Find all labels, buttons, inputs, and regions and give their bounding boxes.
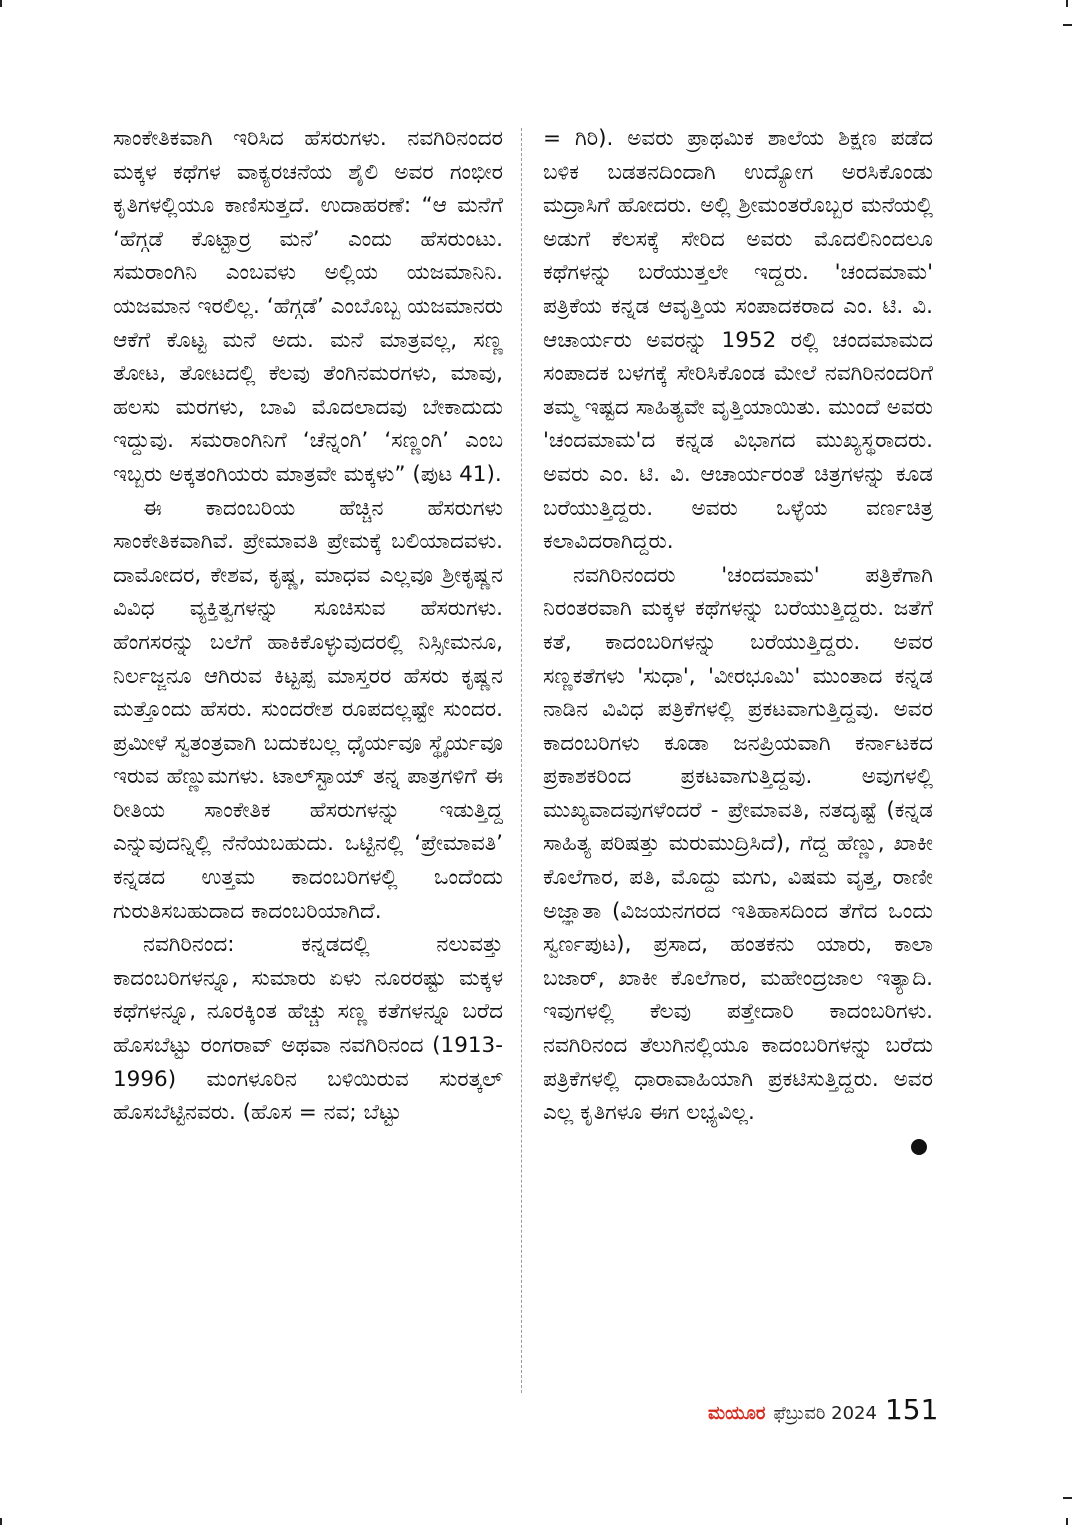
article-column-right	[543, 122, 933, 1155]
paragraph: ನವಗಿರಿನಂದರು 'ಚಂದಮಾಮ' ಪತ್ರಿಕೆಗಾಗಿ ನಿರಂತರವಾಗಿ ಮಕ್ಕಳ ಕಥೆಗಳನ್ನು ಬರೆಯುತ್ತಿದ್ದರು. ಜತೆಗೆ ಕತೆ, ಕಾದಂಬರಿಗಳನ್ನು ಬರೆಯುತ್ತಿದ್ದರು. ಅವರ ಸಣ್ಣಕತೆಗಳು 'ಸುಧಾ', 'ವೀರಭೂಮಿ' ಮುಂತಾದ ಕನ್ನಡ ನಾಡಿನ ವಿವಿಧ ಪತ್ರಿಕೆಗಳಲ್ಲಿ ಪ್ರಕಟವಾಗುತ್ತಿದ್ದವು. ಅವರ ಕಾದಂಬರಿಗಳು ಕೂಡಾ ಜನಪ್ರಿಯವಾಗಿ ಕರ್ನಾಟಕದ ಪ್ರಕಾಶಕರಿಂದ ಪ್ರಕಟವಾಗುತ್ತಿದ್ದವು. ಅವುಗಳಲ್ಲಿ ಮುಖ್ಯವಾದವುಗಳೆಂದರೆ - ಪ್ರೇಮಾವತಿ, ನತದೃಷ್ಟೆ (ಕನ್ನಡ ಸಾಹಿತ್ಯ ಪರಿಷತ್ತು ಮರುಮುದ್ರಿಸಿದೆ), ಗೆದ್ದ ಹೆಣ್ಣು, ಖಾಕೀ ಕೊಲೆಗಾರ, ಪತಿ, ಮೊದ್ದು ಮಗು, ವಿಷಮ ವೃತ್ತ, ರಾಣೀ ಅಜ್ಞಾತಾ (ವಿಜಯನಗರದ ಇತಿಹಾಸದಿಂದ ತೆಗೆದ ಒಂದು ಸ್ವರ್ಣಪುಟ), ಪ್ರಸಾದ, ಹಂತಕನು ಯಾರು, ಕಾಲಾ ಬಜಾರ್, ಖಾಕೀ ಕೊಲೆಗಾರ, ಮಹೇಂದ್ರಜಾಲ ಇತ್ಯಾದಿ. ಇವುಗಳಲ್ಲಿ ಕೆಲವು ಪತ್ತೇದಾರಿ ಕಾದಂಬರಿಗಳು. ನವಗಿರಿನಂದ ತೆಲುಗಿನಲ್ಲಿಯೂ ಕಾದಂಬರಿಗಳನ್ನು ಬರೆದು ಪತ್ರಿಕೆಗಳಲ್ಲಿ ಧಾರಾವಾಹಿಯಾಗಿ ಪ್ರಕಟಿಸುತ್ತಿದ್ದರು. ಅವರ ಎಲ್ಲ ಕೃತಿಗಳೂ ಈಗ ಲಭ್ಯವಿಲ್ಲ.	[543, 562, 933, 1126]
crop-mark-bottom-left	[0, 1518, 2, 1525]
paragraph: ಸಾಂಕೇತಿಕವಾಗಿ ಇರಿಸಿದ ಹೆಸರುಗಳು. ನವಗಿರಿನಂದರ ಮಕ್ಕಳ ಕಥೆಗಳ ವಾಕ್ಯರಚನೆಯ ಶೈಲಿ ಅವರ ಗಂಭೀರ ಕೃತಿಗಳಲ್ಲಿಯೂ ಕಾಣಿಸುತ್ತದೆ. ಉದಾಹರಣೆ: “ಆ ಮನೆಗೆ ‘ಹೆಗ್ಗಡೆ ಕೊಟ್ಟಾರ್ರ ಮನೆ’ ಎಂದು ಹೆಸರುಂಟು. ಸಮರಾಂಗಿನಿ ಎಂಬವಳು ಅಲ್ಲಿಯ ಯಜಮಾನಿನಿ. ಯಜಮಾನ ಇರಲಿಲ್ಲ. ‘ಹೆಗ್ಗಡೆ’ ಎಂಬೊಬ್ಬ ಯಜಮಾನರು ಆಕೆಗೆ ಕೊಟ್ಟ ಮನೆ ಅದು. ಮನೆ ಮಾತ್ರವಲ್ಲ, ಸಣ್ಣ ತೋಟ, ತೋಟದಲ್ಲಿ ಕೆಲವು ತೆಂಗಿನಮರಗಳು, ಮಾವು, ಹಲಸು ಮರಗಳು, ಬಾವಿ ಮೊದಲಾದವು ಬೇಕಾದುದು ಇದ್ದುವು. ಸಮರಾಂಗಿನಿಗೆ ‘ಚೆನ್ನಂಗಿ’ ‘ಸಣ್ಣಂಗಿ’ ಎಂಬ ಇಬ್ಬರು ಅಕ್ಕತಂಗಿಯರು ಮಾತ್ರವೇ ಮಕ್ಕಳು” (ಪುಟ 41).	[113, 126, 503, 487]
magazine-logo: ಮಯೂರ	[708, 1403, 766, 1424]
issue-date: ಫೆಬ್ರುವರಿ 2024	[773, 1403, 877, 1424]
paragraph: = ಗಿರಿ). ಅವರು ಪ್ರಾಥಮಿಕ ಶಾಲೆಯ ಶಿಕ್ಷಣ ಪಡೆದ ಬಳಿಕ ಬಡತನದಿಂದಾಗಿ ಉದ್ಯೋಗ ಅರಸಿಕೊಂಡು ಮದ್ರಾಸಿಗೆ ಹೋದರು. ಅಲ್ಲಿ ಶ್ರೀಮಂತರೊಬ್ಬರ ಮನೆಯಲ್ಲಿ ಅಡುಗೆ ಕೆಲಸಕ್ಕೆ ಸೇರಿದ ಅವರು ಮೊದಲಿನಿಂದಲೂ ಕಥೆಗಳನ್ನು ಬರೆಯುತ್ತಲೇ ಇದ್ದರು. 'ಚಂದಮಾಮ' ಪತ್ರಿಕೆಯ ಕನ್ನಡ ಆವೃತ್ತಿಯ ಸಂಪಾದಕರಾದ ಎಂ. ಟಿ. ವಿ. ಆಚಾರ್ಯರು ಅವರನ್ನು 1952 ರಲ್ಲಿ ಚಂದಮಾಮದ ಸಂಪಾದಕ ಬಳಗಕ್ಕೆ ಸೇರಿಸಿಕೊಂಡ ಮೇಲೆ ನವಗಿರಿನಂದರಿಗೆ ತಮ್ಮ ಇಷ್ಟದ ಸಾಹಿತ್ಯವೇ ವೃತ್ತಿಯಾಯಿತು. ಮುಂದೆ ಅವರು 'ಚಂದಮಾಮ'ದ ಕನ್ನಡ ವಿಭಾಗದ ಮುಖ್ಯಸ್ಥರಾದರು. ಅವರು ಎಂ. ಟಿ. ವಿ. ಆಚಾರ್ಯರಂತೆ ಚಿತ್ರಗಳನ್ನು ಕೂಡ ಬರೆಯುತ್ತಿದ್ದರು. ಅವರು ಒಳ್ಳೆಯ ವರ್ಣಚಿತ್ರ ಕಲಾವಿದರಾಗಿದ್ದರು.	[543, 126, 933, 555]
crop-mark-right-upper	[1063, 24, 1072, 26]
crop-mark-top-right	[1066, 0, 1068, 7]
crop-mark-top-left	[0, 0, 2, 7]
crop-mark-right-lower	[1063, 1497, 1072, 1499]
crop-mark-bottom-right	[1066, 1518, 1068, 1525]
article-column-left	[113, 122, 503, 1130]
column-divider	[521, 128, 522, 1393]
page-number: 151	[884, 1393, 939, 1426]
page-footer	[708, 1393, 938, 1429]
paragraph: ನವಗಿರಿನಂದ: ಕನ್ನಡದಲ್ಲಿ ನಲುವತ್ತು ಕಾದಂಬರಿಗಳನ್ನೂ, ಸುಮಾರು ಏಳು ನೂರರಷ್ಟು ಮಕ್ಕಳ ಕಥೆಗಳನ್ನೂ, ನೂರಕ್ಕಿಂತ ಹೆಚ್ಚು ಸಣ್ಣ ಕತೆಗಳನ್ನೂ ಬರೆದ ಹೊಸಬೆಟ್ಟು ರಂಗರಾವ್ ಅಥವಾ ನವಗಿರಿನಂದ (1913-1996) ಮಂಗಳೂರಿನ ಬಳಿಯಿರುವ ಸುರತ್ಕಲ್ ಹೊಸಬೆಟ್ಟಿನವರು. (ಹೊಸ = ನವ; ಬೆಟ್ಟು	[113, 932, 503, 1126]
paragraph: ಈ ಕಾದಂಬರಿಯ ಹೆಚ್ಚಿನ ಹೆಸರುಗಳು ಸಾಂಕೇತಿಕವಾಗಿವೆ. ಪ್ರೇಮಾವತಿ ಪ್ರೇಮಕ್ಕೆ ಬಲಿಯಾದವಳು. ದಾಮೋದರ, ಕೇಶವ, ಕೃಷ್ಣ, ಮಾಧವ ಎಲ್ಲವೂ ಶ್ರೀಕೃಷ್ಣನ ವಿವಿಧ ವ್ಯಕ್ತಿತ್ವಗಳನ್ನು ಸೂಚಿಸುವ ಹೆಸರುಗಳು. ಹೆಂಗಸರನ್ನು ಬಲೆಗೆ ಹಾಕಿಕೊಳ್ಳುವುದರಲ್ಲಿ ನಿಸ್ಸೀಮನೂ, ನಿರ್ಲಜ್ಜನೂ ಆಗಿರುವ ಕಿಟ್ಟಪ್ಪ ಮಾಸ್ತರರ ಹೆಸರು ಕೃಷ್ಣನ ಮತ್ತೊಂದು ಹೆಸರು. ಸುಂದರೇಶ ರೂಪದಲ್ಲಷ್ಟೇ ಸುಂದರ. ಪ್ರಮೀಳೆ ಸ್ವತಂತ್ರವಾಗಿ ಬದುಕಬಲ್ಲ ಧೈರ್ಯವೂ ಸ್ಥೈರ್ಯವೂ ಇರುವ ಹೆಣ್ಣುಮಗಳು. ಟಾಲ್‌ಸ್ಟಾಯ್ ತನ್ನ ಪಾತ್ರಗಳಿಗೆ ಈ ರೀತಿಯ ಸಾಂಕೇತಿಕ ಹೆಸರುಗಳನ್ನು ಇಡುತ್ತಿದ್ದ ಎನ್ನುವುದನ್ನಿಲ್ಲಿ ನೆನೆಯಬಹುದು. ಒಟ್ಟಿನಲ್ಲಿ ‘ಪ್ರೇಮಾವತಿ’ ಕನ್ನಡದ ಉತ್ತಮ ಕಾದಂಬರಿಗಳಲ್ಲಿ ಒಂದೆಂದು ಗುರುತಿಸಬಹುದಾದ ಕಾದಂಬರಿಯಾಗಿದೆ.	[113, 495, 503, 924]
end-of-article-dot-icon	[911, 1139, 927, 1155]
